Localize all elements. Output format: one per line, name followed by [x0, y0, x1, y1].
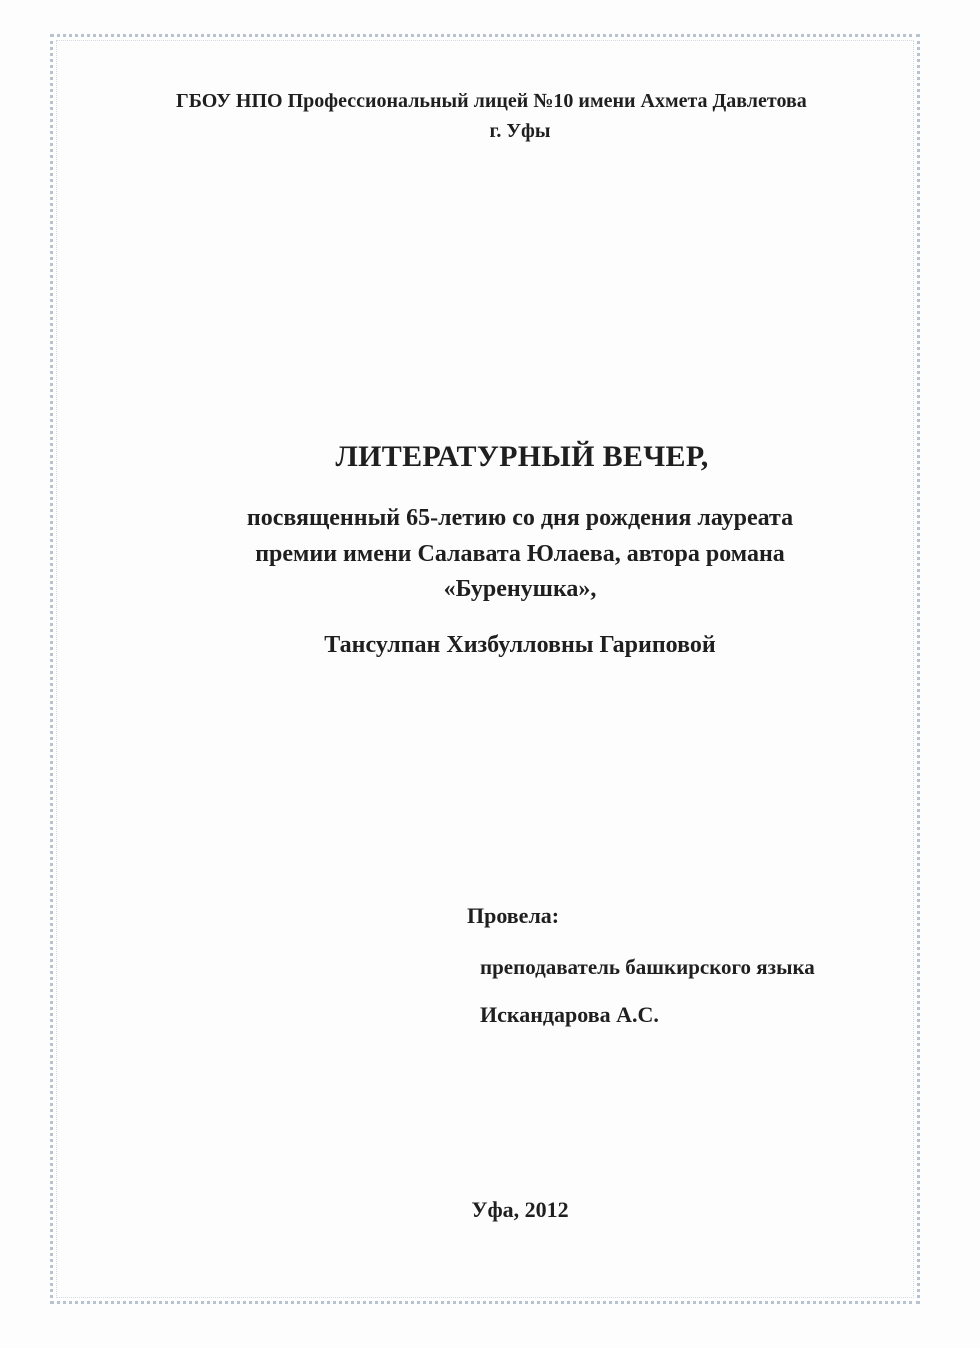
- subtitle-line-1: посвященный 65-летию со дня рождения лауреата: [246, 505, 794, 531]
- subtitle-line-3: «Буренушка»,: [443, 576, 597, 602]
- subtitle-line-2: премии имени Салавата Юлаева, автора романа: [255, 541, 785, 567]
- subtitle-honoree-name: Тансулпан Хизбулловны Гариповой: [324, 632, 716, 658]
- author-name: Искандарова А.С.: [480, 1002, 659, 1027]
- place-and-year: Уфа, 2012: [471, 1197, 569, 1222]
- decorative-border: [50, 34, 920, 1304]
- document-title: ЛИТЕРАТУРНЫЙ ВЕЧЕР,: [335, 440, 709, 473]
- author-role: преподаватель башкирского языка: [480, 955, 815, 979]
- organization-name: ГБОУ НПО Профессиональный лицей №10 имени Ахмета Давлетова: [176, 90, 807, 112]
- organization-city: г. Уфы: [489, 120, 551, 142]
- author-label: Провела:: [467, 903, 560, 928]
